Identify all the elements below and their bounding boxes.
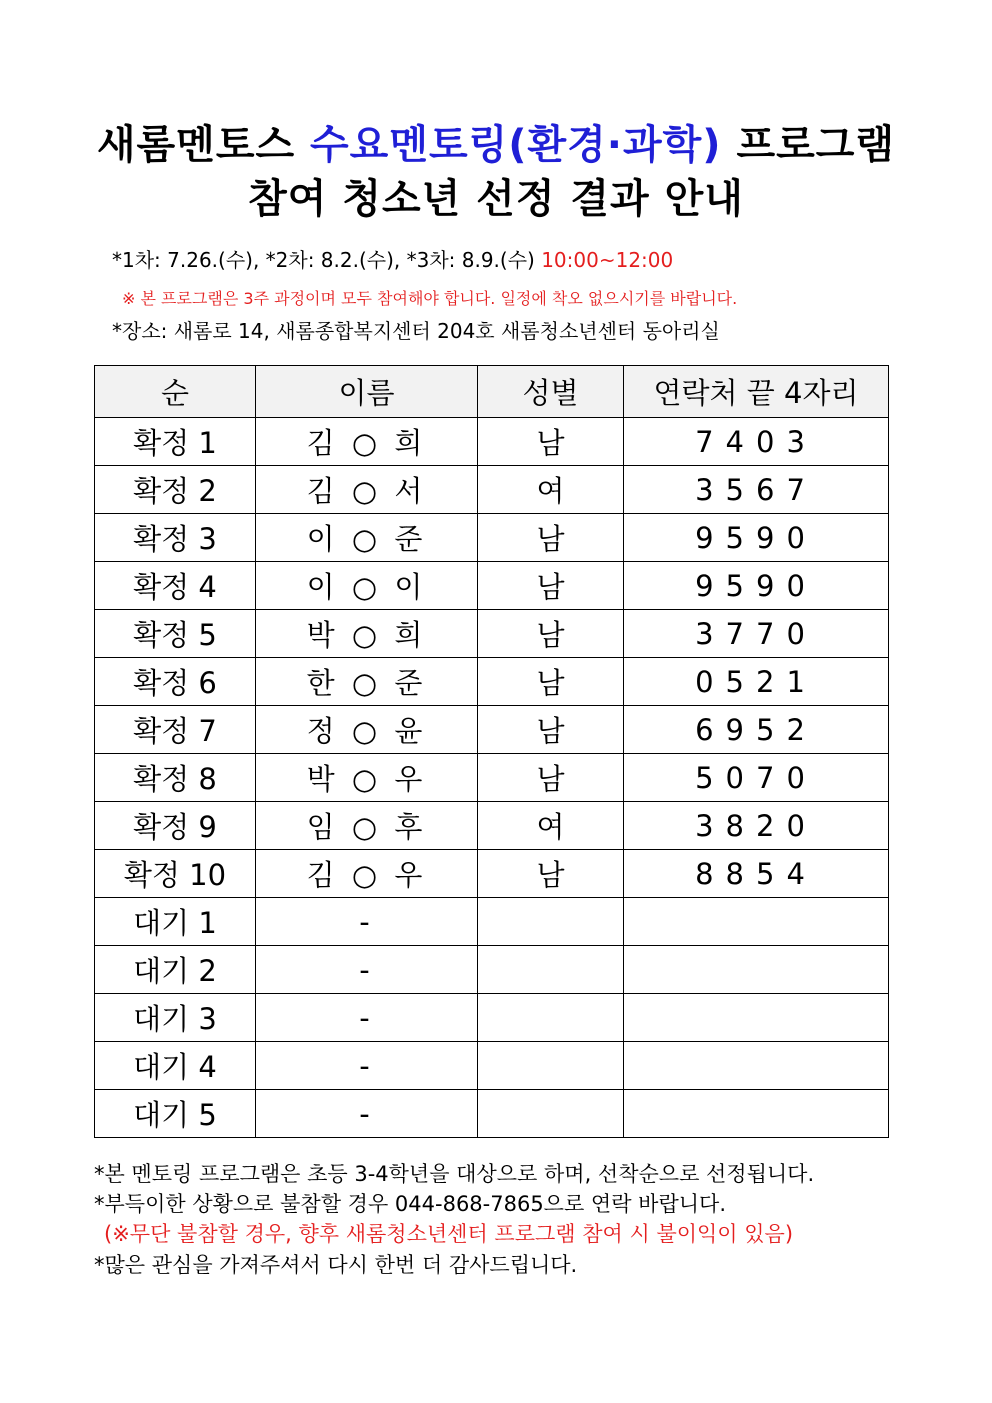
table-row <box>95 610 889 658</box>
table-header-row <box>95 366 889 418</box>
cell-order: 대기 2 <box>95 946 256 994</box>
cell-phone: 5070 <box>624 754 889 802</box>
cell-phone <box>624 994 889 1042</box>
cell-order: 대기 1 <box>95 898 256 946</box>
cell-name: 이 ○ 준 <box>256 514 478 562</box>
header-name: 이름 <box>256 366 478 418</box>
page-title-line1 <box>0 113 992 170</box>
cell-name: 김 ○ 희 <box>256 418 478 466</box>
cell-order: 대기 3 <box>95 994 256 1042</box>
cell-gender <box>478 946 624 994</box>
table-row <box>95 1090 889 1138</box>
cell-phone <box>624 1042 889 1090</box>
place-line: *장소: 새롬로 14, 새롬종합복지센터 204호 새롬청소년센터 동아리실 <box>112 319 720 343</box>
cell-gender <box>478 898 624 946</box>
cell-gender: 남 <box>478 754 624 802</box>
cell-gender: 남 <box>478 514 624 562</box>
table-body <box>95 418 889 1138</box>
table-row <box>95 754 889 802</box>
table-row <box>95 466 889 514</box>
cell-name: - <box>256 1042 478 1090</box>
table-row <box>95 1042 889 1090</box>
cell-order: 대기 4 <box>95 1042 256 1090</box>
title-program-name: 수요멘토링(환경·과학) <box>310 122 722 168</box>
footer-target-note: *본 멘토링 프로그램은 초등 3-4학년을 대상으로 하며, 선착순으로 선정됩니다. <box>94 1162 815 1186</box>
table-row <box>95 706 889 754</box>
cell-order: 확정 2 <box>95 466 256 514</box>
table-row <box>95 658 889 706</box>
cell-name: 박 ○ 희 <box>256 610 478 658</box>
table-row <box>95 994 889 1042</box>
cell-phone: 0521 <box>624 658 889 706</box>
cell-phone <box>624 1090 889 1138</box>
footer-thanks: *많은 관심을 가져주셔서 다시 한번 더 감사드립니다. <box>94 1253 578 1277</box>
cell-phone <box>624 898 889 946</box>
cell-name: - <box>256 1090 478 1138</box>
title-prefix: 새롬멘토스 <box>96 122 296 168</box>
cell-order: 확정 7 <box>95 706 256 754</box>
cell-name: - <box>256 994 478 1042</box>
cell-name: 김 ○ 서 <box>256 466 478 514</box>
cell-order: 대기 5 <box>95 1090 256 1138</box>
table-row <box>95 514 889 562</box>
cell-gender: 남 <box>478 850 624 898</box>
cell-phone: 9590 <box>624 514 889 562</box>
table-row <box>95 850 889 898</box>
footer-contact-note: *부득이한 상황으로 불참할 경우 044-868-7865으로 연락 바랍니다. <box>94 1192 726 1216</box>
cell-order: 확정 5 <box>95 610 256 658</box>
selection-table <box>94 365 889 1138</box>
cell-gender: 여 <box>478 466 624 514</box>
schedule-line <box>112 244 673 273</box>
cell-order: 확정 9 <box>95 802 256 850</box>
cell-gender <box>478 1090 624 1138</box>
cell-gender: 남 <box>478 706 624 754</box>
cell-phone: 8854 <box>624 850 889 898</box>
title-suffix: 프로그램 <box>736 122 896 168</box>
cell-name: 박 ○ 우 <box>256 754 478 802</box>
cell-phone <box>624 946 889 994</box>
cell-gender: 남 <box>478 610 624 658</box>
cell-order: 확정 10 <box>95 850 256 898</box>
cell-name: 김 ○ 우 <box>256 850 478 898</box>
cell-order: 확정 1 <box>95 418 256 466</box>
page-title-line2: 참여 청소년 선정 결과 안내 <box>248 176 744 222</box>
header-phone: 연락처 끝 4자리 <box>624 366 889 418</box>
schedule-dates: *1차: 7.26.(수), *2차: 8.2.(수), *3차: 8.9.(수) <box>112 248 535 272</box>
cell-phone: 6952 <box>624 706 889 754</box>
cell-order: 확정 6 <box>95 658 256 706</box>
cell-gender: 남 <box>478 418 624 466</box>
cell-name: - <box>256 898 478 946</box>
cell-order: 확정 4 <box>95 562 256 610</box>
cell-name: 이 ○ 이 <box>256 562 478 610</box>
cell-order: 확정 3 <box>95 514 256 562</box>
cell-name: 정 ○ 윤 <box>256 706 478 754</box>
cell-gender <box>478 994 624 1042</box>
cell-gender: 남 <box>478 562 624 610</box>
header-gender: 성별 <box>478 366 624 418</box>
table-row <box>95 418 889 466</box>
schedule-time: 10:00~12:00 <box>541 248 674 272</box>
header-order: 순 <box>95 366 256 418</box>
footer-warning: (※무단 불참할 경우, 향후 새롬청소년센터 프로그램 참여 시 불이익이 있음) <box>104 1222 794 1246</box>
cell-phone: 7403 <box>624 418 889 466</box>
cell-name: - <box>256 946 478 994</box>
cell-phone: 9590 <box>624 562 889 610</box>
cell-name: 임 ○ 후 <box>256 802 478 850</box>
attendance-notice: ※ 본 프로그램은 3주 과정이며 모두 참여해야 합니다. 일정에 착오 없으시기를 바랍니다. <box>122 289 738 308</box>
cell-gender <box>478 1042 624 1090</box>
cell-order: 확정 8 <box>95 754 256 802</box>
cell-phone: 3567 <box>624 466 889 514</box>
cell-gender: 남 <box>478 658 624 706</box>
table-row <box>95 898 889 946</box>
table-row <box>95 562 889 610</box>
cell-gender: 여 <box>478 802 624 850</box>
table-row <box>95 946 889 994</box>
cell-name: 한 ○ 준 <box>256 658 478 706</box>
cell-phone: 3770 <box>624 610 889 658</box>
table-row <box>95 802 889 850</box>
cell-phone: 3820 <box>624 802 889 850</box>
